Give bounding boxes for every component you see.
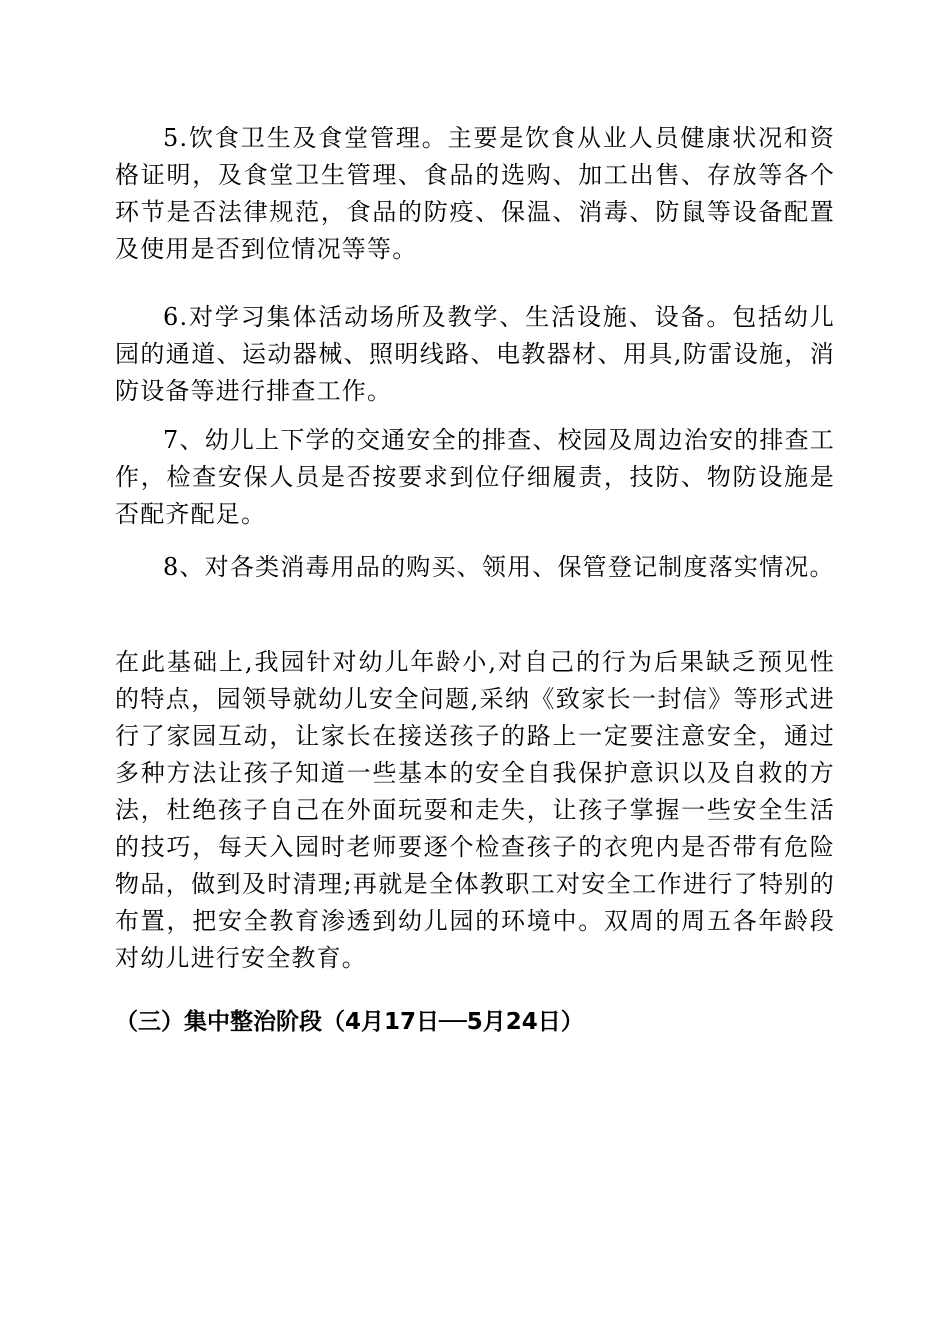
paragraph-traffic-safety: 7、幼儿上下学的交通安全的排查、校园及周边治安的排查工作，检查安保人员是否按要求到位仔细履责，技防、物防设施是否配齐配足。	[115, 426, 835, 528]
paragraph-facilities: 6.对学习集体活动场所及教学、生活设施、设备。包括幼儿园的通道、运动器械、照明线路、电教器材、用具,防雷设施，消防设备等进行排查工作。	[115, 303, 835, 405]
paragraph-food-hygiene: 5.饮食卫生及食堂管理。主要是饮食从业人员健康状况和资格证明，及食堂卫生管理、食品的选购、加工出售、存放等各个环节是否法律规范，食品的防疫、保温、消毒、防鼠等设备配置及使用是否到位情况等等。	[115, 124, 835, 263]
paragraph-disinfection: 8、对各类消毒用品的购买、领用、保管登记制度落实情况。	[163, 553, 835, 581]
section-heading: （三）集中整治阶段（4月17日──5月24日）	[115, 1009, 584, 1035]
paragraph-safety-education: 在此基础上,我园针对幼儿年龄小,对自己的行为后果缺乏预见性的特点，园领导就幼儿安全问题,采纳《致家长一封信》等形式进行了家园互动，让家长在接送孩子的路上一定要注意安全，通过多种方法让孩子知道一些基本的安全自我保护意识以及自救的方法，杜绝孩子自己在外面玩耍和走失，让孩子掌握一些安全生活的技巧，每天入园时老师要逐个检查孩子的衣兜内是否带有危险物品，做到及时清理;再就是全体教职工对安全工作进行了特别的布置，把安全教育渗透到幼儿园的环境中。双周的周五各年龄段对幼儿进行安全教育。	[115, 648, 835, 972]
